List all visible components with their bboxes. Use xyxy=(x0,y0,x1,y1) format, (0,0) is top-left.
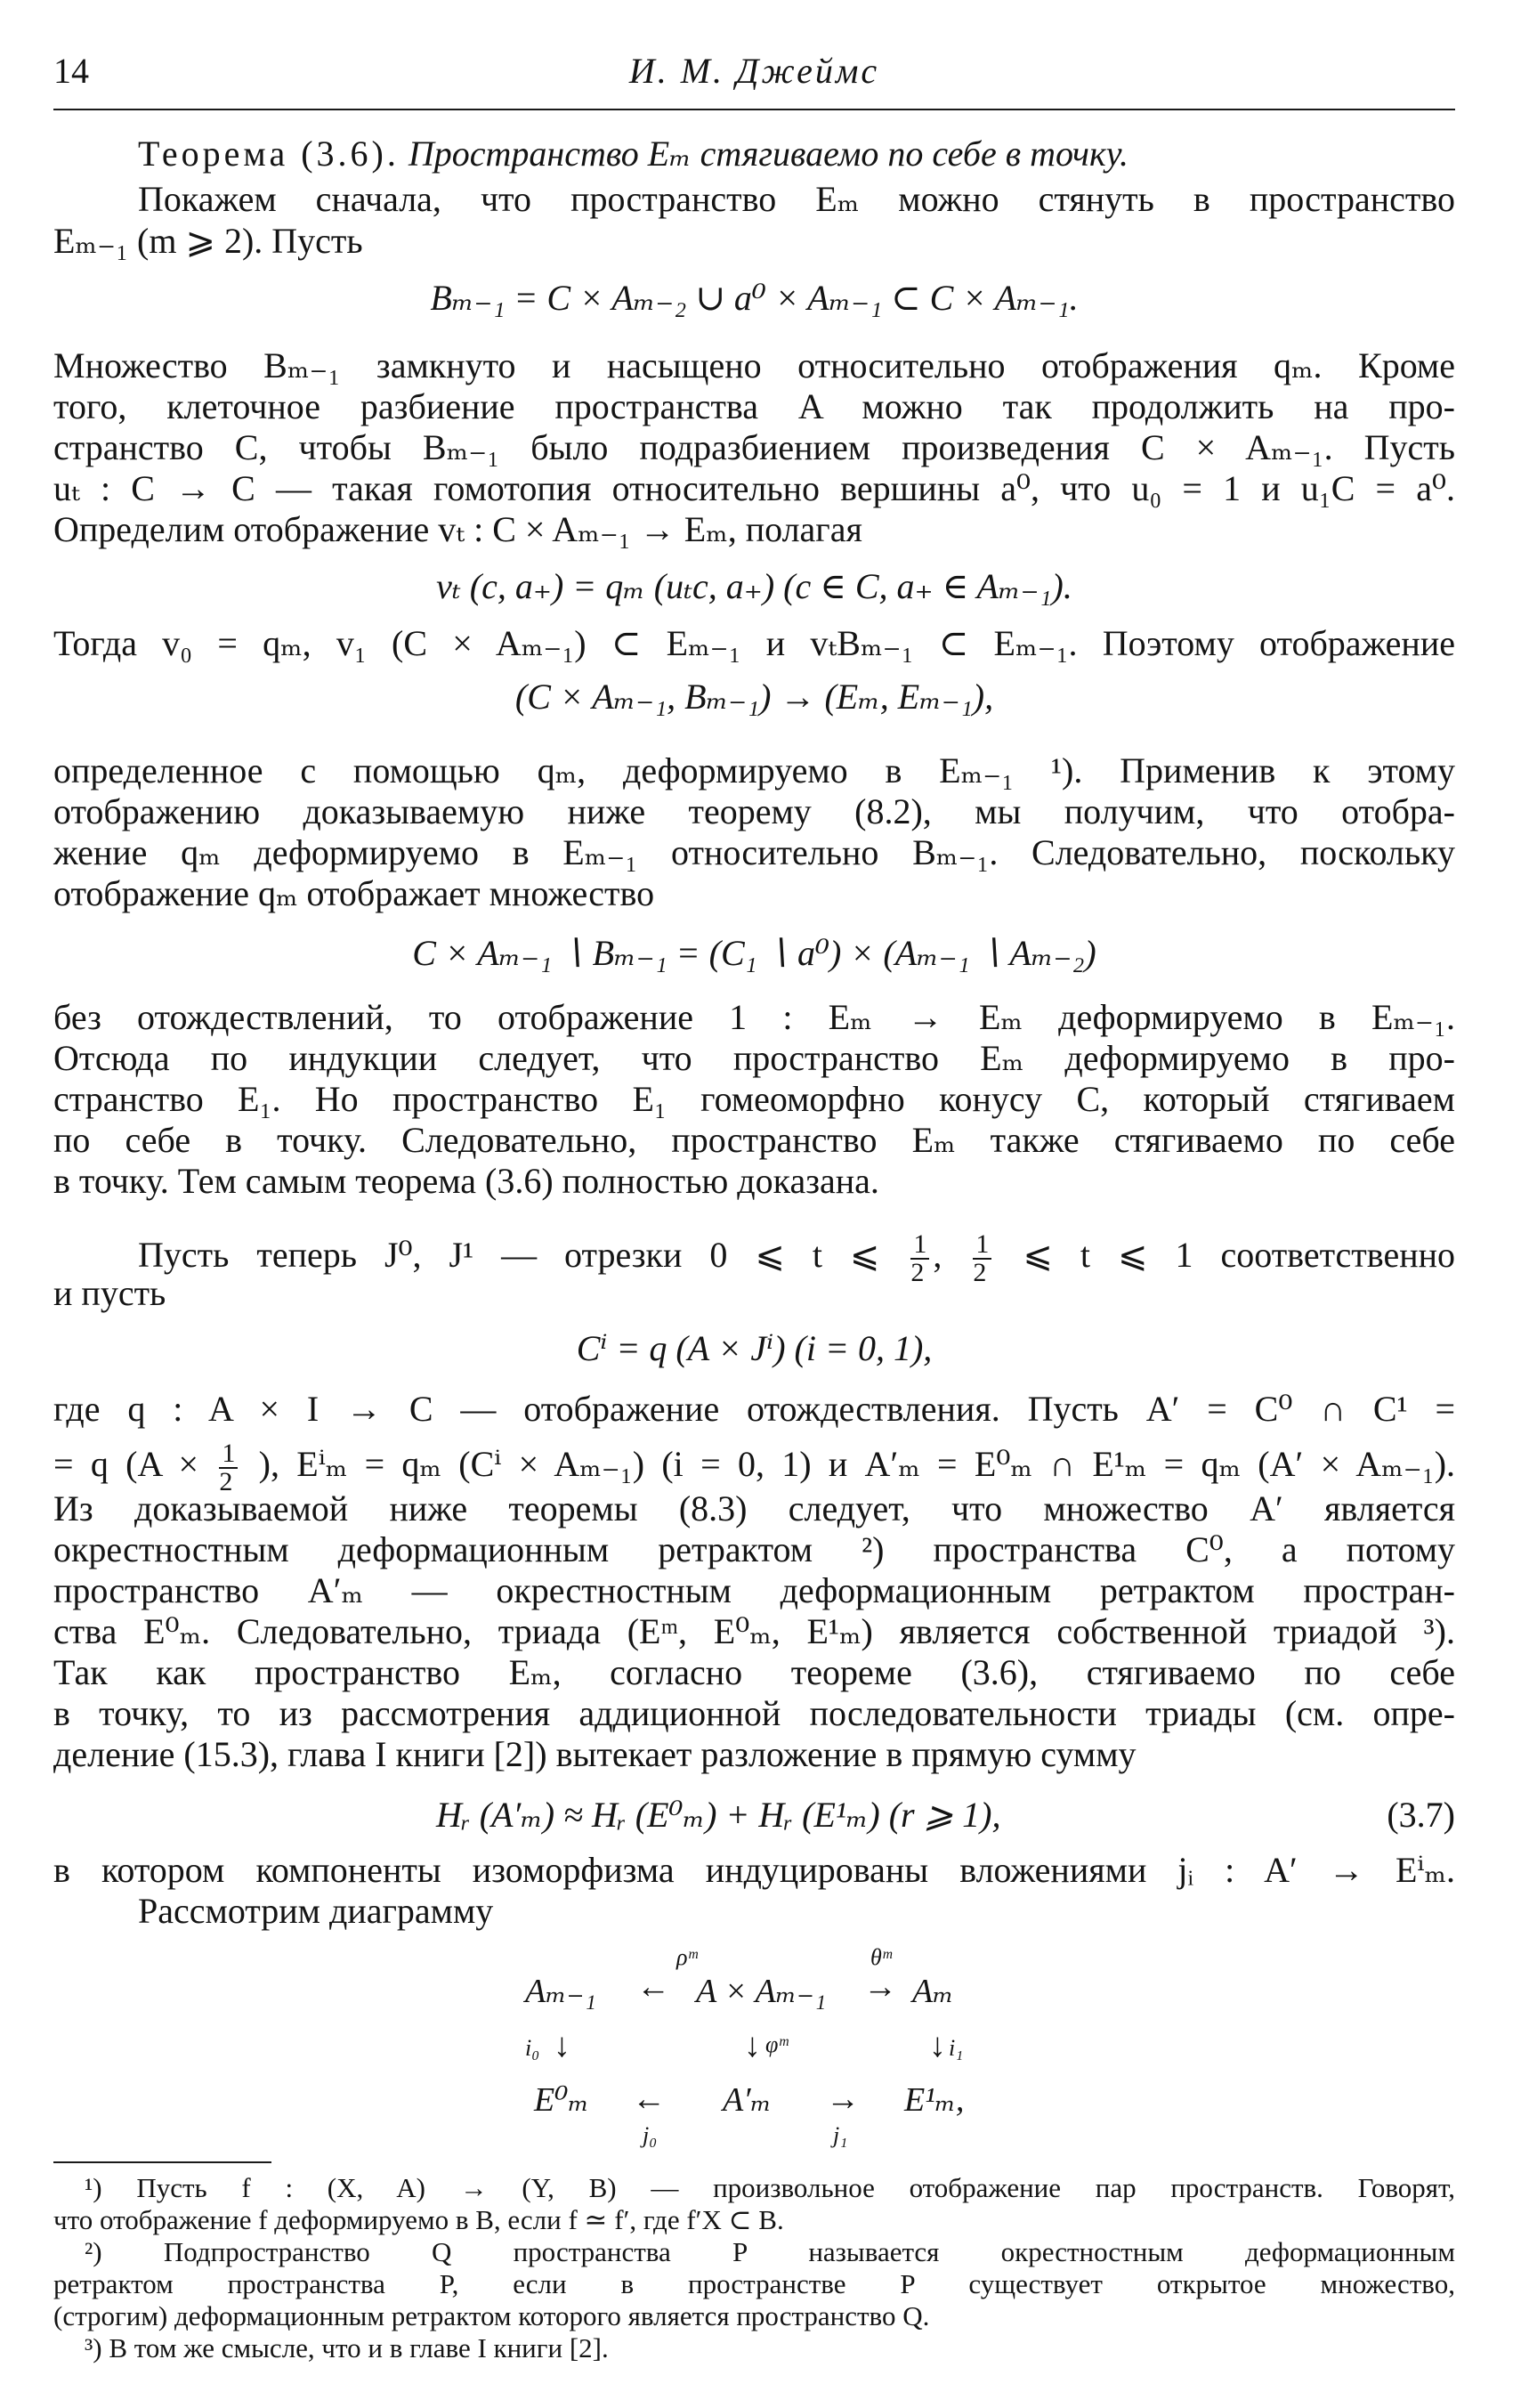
paragraph-line: в точку, то из рассмотрения аддиционной последовательности триады (см. опре- xyxy=(53,1693,1455,1733)
footnote-line: ¹) Пусть f : (X, A) → (Y, B) — произвольное отображение пар пространств. Говорят, xyxy=(85,2172,1455,2203)
footnote-line: ²) Подпространство Q пространства P называется окрестностным деформационным xyxy=(85,2236,1455,2267)
fraction-denominator: 2 xyxy=(973,1258,987,1287)
diagram-down-arrow-mid: ↓ xyxy=(744,2027,761,2064)
diagram-label-i0: i₀ xyxy=(525,2035,540,2061)
paragraph-line: и пусть xyxy=(53,1273,166,1313)
diagram-top-mid: A × Aₘ₋₁ xyxy=(696,1973,827,2010)
theorem-statement: Пространство Eₘ стягиваемо по себе в точку. xyxy=(408,134,1129,174)
diagram-arrow-left-bot: ← xyxy=(632,2080,666,2118)
paragraph-line: Тогда v₀ = qₘ, v₁ (C × Aₘ₋₁) ⊂ Eₘ₋₁ и vₜBₘ₋₁ ⊂ Eₘ₋₁. Поэтому отображение xyxy=(53,623,1455,663)
paragraph-line: пространство A′ₘ — окрестностным деформационным ретрактом простран- xyxy=(53,1570,1455,1610)
fraction-numerator: 1 xyxy=(910,1231,929,1260)
paragraph-line: Множество Bₘ₋₁ замкнуто и насыщено относительно отображения qₘ. Кроме xyxy=(53,345,1455,385)
paragraph-line: странство C, чтобы Bₘ₋₁ было подразбиением произведения C × Aₘ₋₁. Пусть xyxy=(53,427,1455,467)
paragraph-line-with-fractions: Пусть теперь J⁰, J¹ — отрезки 0 ⩽ t ⩽ $\frac{1}{2}$ , $\frac{1}{2}$ ⩽ t ⩽ 1 соответственно xyxy=(138,1229,1456,1287)
footnote-line: ретрактом пространства P, если в пространстве P существует открытое множество, xyxy=(53,2268,1455,2299)
fraction-numerator: 1 xyxy=(219,1440,238,1469)
diagram-label-theta: θᵐ xyxy=(870,1944,892,1970)
fraction-denominator: 2 xyxy=(910,1258,925,1287)
running-head: И. М. Джеймс xyxy=(628,51,880,91)
text-segment: ⩽ t ⩽ 1 xyxy=(1023,1235,1193,1276)
diagram-top-right: Aₘ xyxy=(912,1973,954,2010)
footnote-line: (строгим) деформационным ретрактом которого является пространство Q. xyxy=(53,2300,930,2331)
page-header xyxy=(53,46,1455,110)
diagram-arrow-right-top: → xyxy=(863,1968,897,2006)
text-segment: ), Eⁱₘ = qₘ (Cⁱ × Aₘ₋₁) (i = 0, 1) и A′ₘ = E⁰ₘ ∩ E¹ₘ = qₘ (A′ × Aₘ₋₁). xyxy=(258,1444,1456,1485)
diagram-bot-left: E⁰ₘ xyxy=(534,2081,589,2119)
paragraph-line: отображение qₘ отображает множество xyxy=(53,873,655,913)
equation-diff: C × Aₘ₋₁ ∖ Bₘ₋₁ = (C₁ ∖ a⁰) × (Aₘ₋₁ ∖ Aₘ₋₂) xyxy=(412,933,1096,973)
diagram-down-arrow-right: ↓ xyxy=(929,2027,946,2064)
fraction-half xyxy=(219,1440,238,1496)
diagram-label-rho: ρᵐ xyxy=(676,1944,698,1970)
diagram-arrow-right-bot: → xyxy=(826,2080,860,2118)
diagram-bot-right: E¹ₘ, xyxy=(904,2081,965,2119)
equation-number: (3.7) xyxy=(1387,1795,1455,1835)
paragraph-line: окрестностным деформационным ретрактом ²) пространства C⁰, а потому xyxy=(53,1529,1455,1569)
diagram-top-left: Aₘ₋₁ xyxy=(525,1973,596,2010)
diagram-label-j1: j₁ xyxy=(833,2122,848,2148)
equation-v: vₜ (c, a₊) = qₘ (uₜc, a₊) (c ∈ C, a₊ ∈ Aₘ₋₁). xyxy=(436,566,1072,606)
equation-B: Bₘ₋₁ = C × Aₘ₋₂ ∪ a⁰ × Aₘ₋₁ ⊂ C × Aₘ₋₁. xyxy=(430,278,1079,318)
paragraph-line: Определим отображение vₜ : C × Aₘ₋₁ → Eₘ, полагая xyxy=(53,509,862,549)
paragraph-line: Покажем сначала, что пространство Eₘ можно стянуть в пространство xyxy=(138,179,1455,219)
paragraph-line: по себе в точку. Следовательно, пространство Eₘ также стягиваемо по себе xyxy=(53,1120,1455,1160)
paragraph-line: Так как пространство Eₘ, согласно теореме (3.6), стягиваемо по себе xyxy=(53,1652,1455,1692)
paragraph-line: Рассмотрим диаграмму xyxy=(138,1891,494,1931)
paragraph-line: определенное с помощью qₘ, деформируемо в Eₘ₋₁ ¹). Применив к этому xyxy=(53,750,1455,791)
equation-C: Cⁱ = q (A × Jⁱ) (i = 0, 1), xyxy=(576,1328,933,1368)
paragraph-line: без отождествлений, то отображение 1 : Eₘ → Eₘ деформируемо в Eₘ₋₁. xyxy=(53,997,1455,1037)
paragraph-line-with-fraction xyxy=(53,1440,1455,1496)
diagram-bot-mid: A′ₘ xyxy=(723,2081,772,2119)
text-segment: соответственно xyxy=(1220,1235,1456,1276)
paragraph-line: где q : A × I → C — отображение отождествления. Пусть A′ = C⁰ ∩ C¹ = xyxy=(53,1389,1455,1429)
diagram-arrow-left-top: ← xyxy=(636,1968,670,2006)
paragraph-line: Отсюда по индукции следует, что пространство Eₘ деформируемо в про- xyxy=(53,1038,1455,1078)
paragraph-line: жение qₘ деформируемо в Eₘ₋₁ относительно Bₘ₋₁. Следовательно, поскольку xyxy=(53,832,1455,872)
diagram-down-arrow-left: ↓ xyxy=(554,2027,570,2064)
diagram-label-phi: φᵐ xyxy=(765,2031,789,2057)
paragraph-line: Eₘ₋₁ (m ⩾ 2). Пусть xyxy=(53,221,363,261)
paragraph-line: Из доказываемой ниже теоремы (8.3) следует, что множество A′ является xyxy=(53,1488,1455,1528)
paragraph-line: деление (15.3), глава I книги [2]) вытекает разложение в прямую сумму xyxy=(53,1734,1137,1774)
paragraph-line: uₜ : C → C — такая гомотопия относительно вершины a⁰, что u₀ = 1 и u₁C = a⁰. xyxy=(53,468,1455,508)
footnote-line: ³) В том же смысле, что и в главе I книги [2]. xyxy=(85,2332,609,2363)
equation-pair: (C × Aₘ₋₁, Bₘ₋₁) → (Eₘ, Eₘ₋₁), xyxy=(514,677,994,717)
footnote-line: что отображение f деформируемо в B, если f ≃ f′, где f′X ⊂ B. xyxy=(53,2204,784,2235)
paragraph-line: отображению доказываемую ниже теорему (8.2), мы получим, что отобра- xyxy=(53,791,1455,831)
paragraph-line: того, клеточное разбиение пространства A можно так продолжить на про- xyxy=(53,386,1455,426)
paragraph-line: в точку. Тем самым теорема (3.6) полностью доказана. xyxy=(53,1161,879,1201)
diagram-label-j0: j₀ xyxy=(643,2122,658,2148)
paragraph-line: ства E⁰ₘ. Следовательно, триада (Eᵐ, E⁰ₘ, E¹ₘ) является собственной триадой ³). xyxy=(53,1611,1455,1651)
fraction-denominator: 2 xyxy=(219,1467,233,1496)
text-segment: Пусть теперь J⁰, J¹ — отрезки 0 ⩽ t ⩽ xyxy=(138,1235,880,1276)
diagram-label-i1: i₁ xyxy=(949,2035,964,2061)
footnote-rule xyxy=(53,2161,271,2163)
page-number: 14 xyxy=(53,51,89,91)
text-segment: = q (A × xyxy=(53,1444,199,1485)
paragraph-line: странство E₁. Но пространство E₁ гомеоморфно конусу C, который стягиваем xyxy=(53,1079,1455,1119)
paragraph-line: в котором компоненты изоморфизма индуцированы вложениями jᵢ : A′ → Eⁱₘ. xyxy=(53,1850,1455,1890)
equation-3-7: Hᵣ (A′ₘ) ≈ Hᵣ (E⁰ₘ) + Hᵣ (E¹ₘ) (r ⩾ 1), xyxy=(436,1795,1001,1835)
theorem-line xyxy=(138,134,1455,174)
theorem-label: Теорема (3.6). xyxy=(138,134,400,174)
fraction-numerator: 1 xyxy=(973,1231,991,1260)
